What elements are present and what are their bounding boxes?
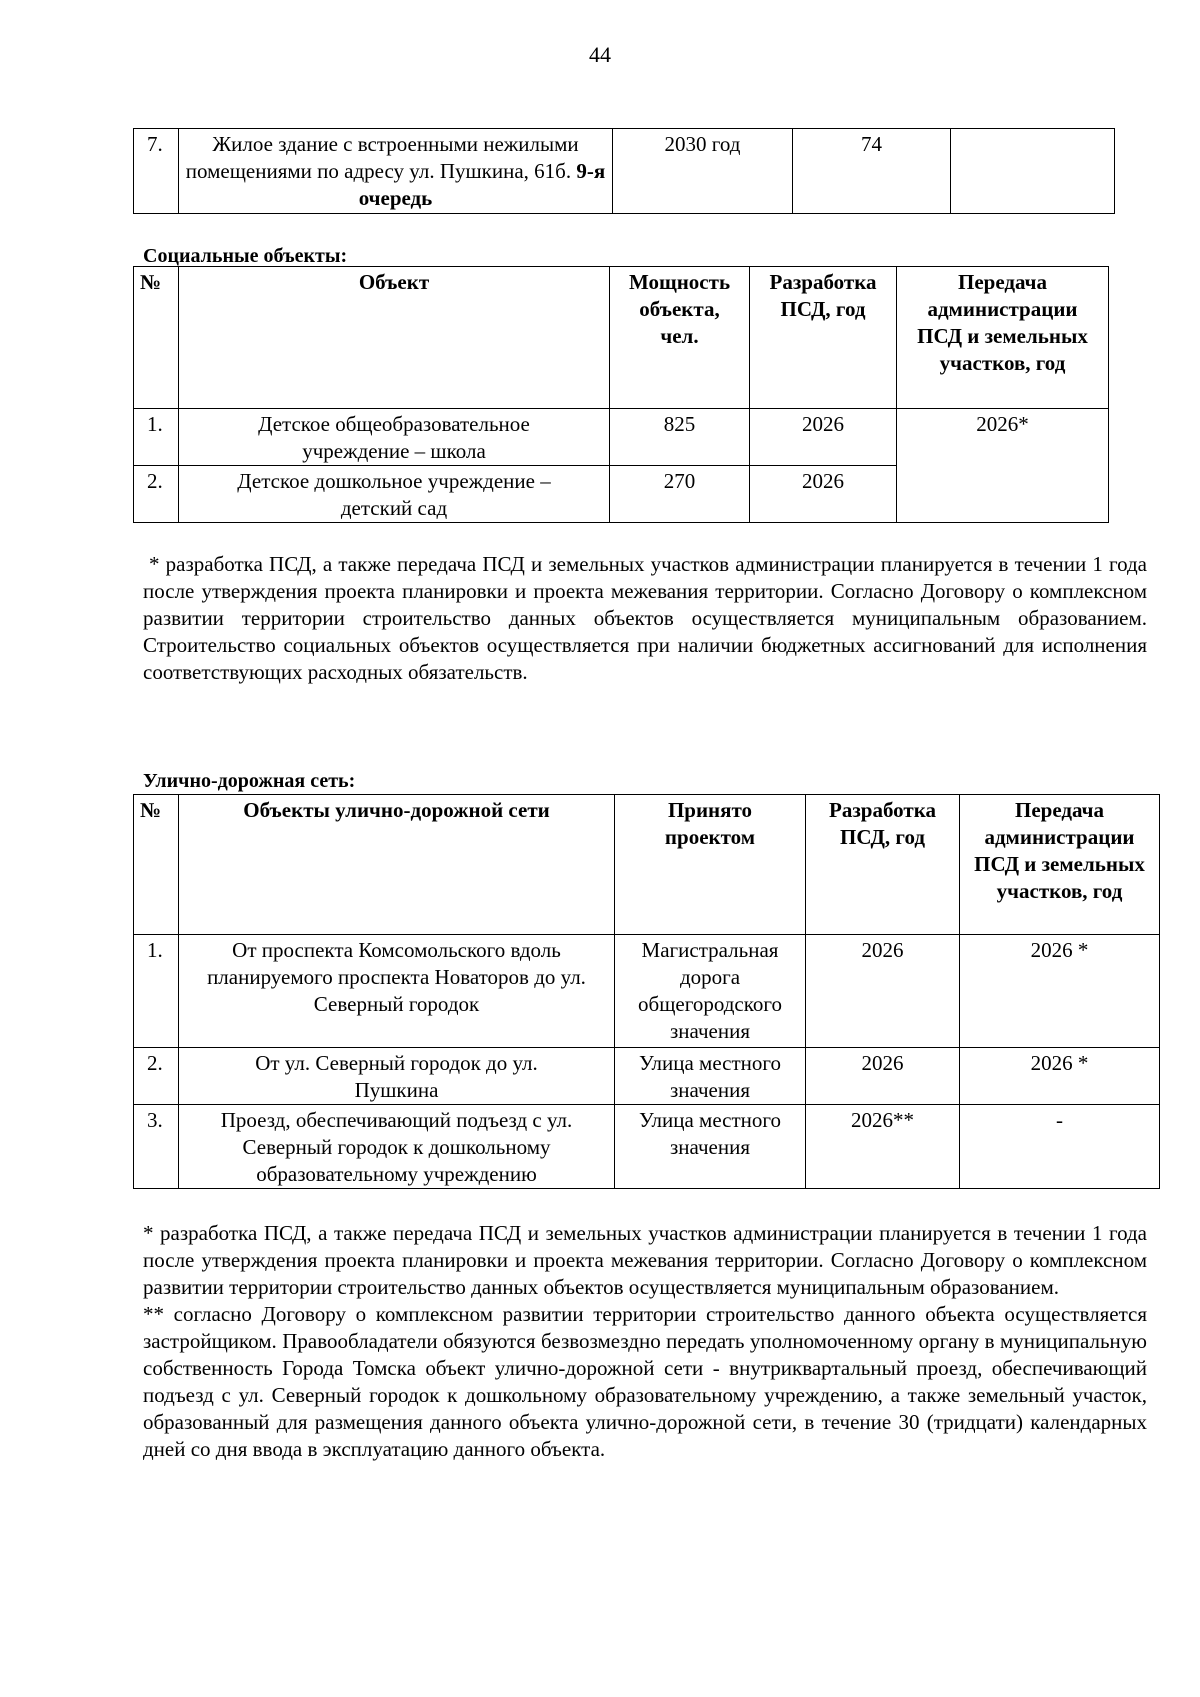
object-text: Жилое здание с встроенными нежилыми помещениями по адресу ул. Пушкина, 61б. [185,132,579,183]
roads-footnotes [143,1220,1147,1463]
roads-footnote-1: * разработка ПСД, а также передача ПСД и земельных участков администрации планируется в течении 1 года после утверждения проекта планировки и проекта межевания территории. Согласно Договору о комплексном развитии территории строительство данных объектов осуществляется муниципальным образованием. [143,1221,1147,1299]
row-number: 1. [134,409,179,466]
object-cell: От ул. Северный городок до ул. Пушкина [179,1048,615,1105]
object-queue: 9-я очередь [358,159,606,210]
roads-footnote-2: ** согласно Договору о комплексном развитии территории строительство данного объекта осуществляется застройщиком. Правообладатели обязуются безвозмездно передать уполномоченному органу в муниципальную собственность Города Томска объект улично-дорожной сети - внутриквартальный проезд, обеспечивающий подъезд с ул. Северный городок к дошкольному образовательному учреждению, а также земельный участок, образованный для размещения данного объекта улично-дорожной сети, в течение 30 (тридцати) календарных дней со дня ввода в эксплуатацию данного объекта. [143,1302,1147,1461]
object-cell: От проспекта Комсомольского вдоль планируемого проспекта Новаторов до ул. Северный городок [179,935,615,1048]
table-top [133,128,1115,214]
count-cell: 74 [793,129,951,214]
table-row [134,1105,1160,1189]
header-num: № [134,795,179,935]
row-number: 2. [134,1048,179,1105]
psd-cell: 2026 [806,935,960,1048]
header-accepted: Принято проектом [615,795,806,935]
header-transfer: Передача администрации ПСД и земельных участков, год [897,267,1109,409]
transfer-cell: 2026 * [960,1048,1160,1105]
header-capacity: Мощность объекта, чел. [610,267,750,409]
accepted-cell: Улица местного значения [615,1105,806,1189]
row-number: 1. [134,935,179,1048]
accepted-cell: Магистральная дорога общегородского значения [615,935,806,1048]
table-header-row [134,795,1160,935]
psd-cell: 2026 [806,1048,960,1105]
year-cell: 2030 год [613,129,793,214]
accepted-cell: Улица местного значения [615,1048,806,1105]
transfer-cell: - [960,1105,1160,1189]
roads-table [133,794,1160,1189]
header-psd: Разработка ПСД, год [750,267,897,409]
psd-cell: 2026 [750,409,897,466]
header-transfer: Передача администрации ПСД и земельных участков, год [960,795,1160,935]
capacity-cell: 825 [610,409,750,466]
psd-cell: 2026** [806,1105,960,1189]
capacity-cell: 270 [610,466,750,523]
roads-section-title: Улично-дорожная сеть: [143,770,356,792]
table-header-row [134,267,1109,409]
social-section-title: Социальные объекты: [143,245,348,267]
header-object: Объекты улично-дорожной сети [179,795,615,935]
object-cell: Детское дошкольное учреждение – детский сад [179,466,610,523]
header-num: № [134,267,179,409]
psd-cell: 2026 [750,466,897,523]
table-row [134,935,1160,1048]
page-number: 44 [589,42,611,67]
row-number: 2. [134,466,179,523]
extra-cell [951,129,1115,214]
row-number: 7. [134,129,179,214]
row-number: 3. [134,1105,179,1189]
transfer-cell: 2026 * [960,935,1160,1048]
table-row [134,129,1115,214]
header-object: Объект [179,267,610,409]
social-footnote: * разработка ПСД, а также передача ПСД и земельных участков администрации планируется в течении 1 года после утверждения проекта планировки и проекта межевания территории. Согласно Договору о комплексном развитии территории строительство данных объектов осуществляется муниципальным образованием. Строительство социальных объектов осуществляется при наличии бюджетных ассигнований для исполнения соответствующих расходных обязательств. [143,552,1147,684]
object-cell: Проезд, обеспечивающий подъезд с ул. Северный городок к дошкольному образовательному учреждению [179,1105,615,1189]
header-psd: Разработка ПСД, год [806,795,960,935]
object-cell [179,129,613,214]
table-row [134,1048,1160,1105]
social-table [133,266,1109,523]
object-cell: Детское общеобразовательное учреждение – школа [179,409,610,466]
table-row [134,409,1109,466]
transfer-cell: 2026* [897,409,1109,523]
